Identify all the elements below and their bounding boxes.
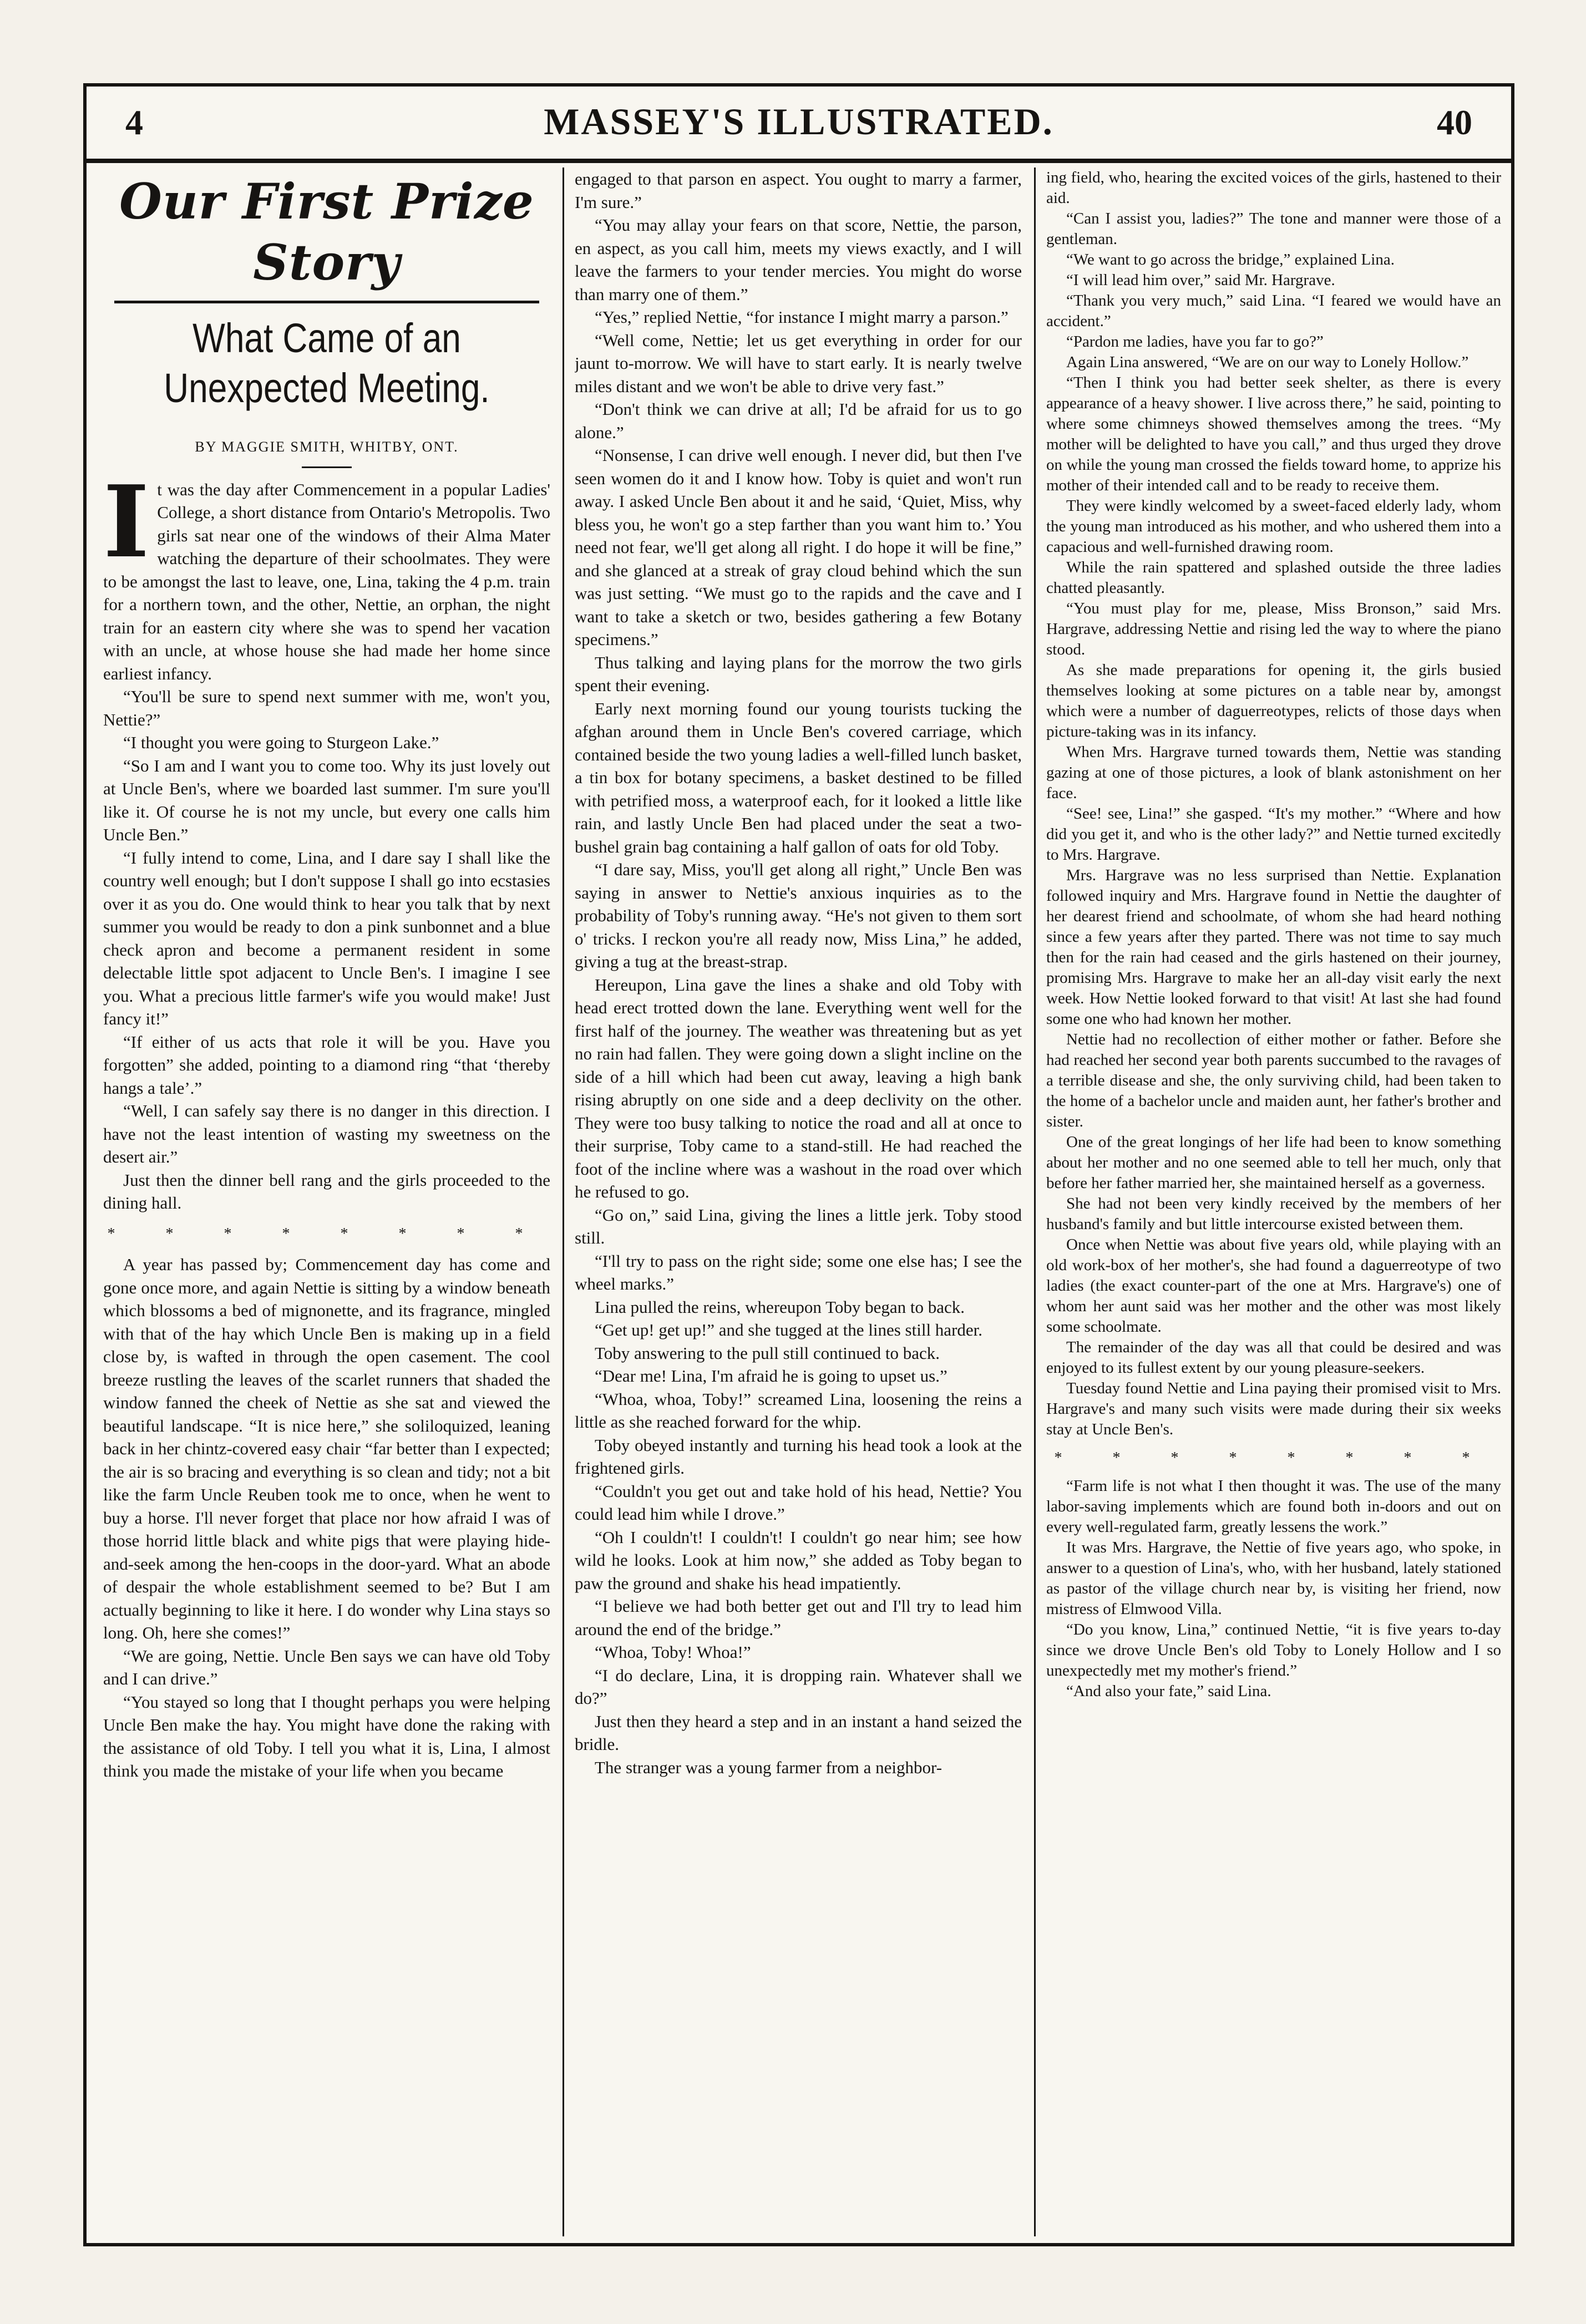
title-divider <box>114 301 539 303</box>
paragraph: One of the great longings of her life had been to know something about her mother and no one seemed able to tell her much, only that before her father married her, she maintained herself as a governess. <box>1046 1133 1501 1192</box>
paragraph: She had not been very kindly received by the members of her husband's family and but little intercourse existed between them. <box>1046 1195 1501 1233</box>
paragraph: While the rain spattered and splashed outside the three ladies chatted pleasantly. <box>1046 559 1501 597</box>
paragraph: Again Lina answered, “We are on our way to Lonely Hollow.” <box>1066 353 1469 371</box>
paragraph: “Don't think we can drive at all; I'd be afraid for us to go alone.” <box>575 399 1022 442</box>
paragraph: “I dare say, Miss, you'll get along all right,” Uncle Ben was saying in answer to Nettie's anxious inquiries as to the probability of Toby's running away. “He's not given to them sort o' tricks. I reckon you're all ready now, Miss Lina,” he added, giving a tug at the breast-strap. <box>575 860 1022 971</box>
article-columns <box>87 168 1511 2236</box>
paragraph: “Nonsense, I can drive well enough. I never did, but then I've seen women do it and I know how. Toby is quiet and won't run away. I asked Uncle Ben about it and he said, ‘Quiet, Miss, why bless you, he won't go a step farther than you want him to.’ You need not fear, we'll get along all right. I do hope it will be fine,” and she glanced at a streak of gray cloud behind which the sun was just setting. “We must go to the rapids and the cave and I want to take a sketch or two, besides gathering a few Botany specimens.” <box>575 445 1022 649</box>
paragraph: The remainder of the day was all that could be desired and was enjoyed to its fullest extent by our young pleasure-seekers. <box>1046 1338 1501 1377</box>
newspaper-page <box>83 83 1514 2246</box>
paragraph: “Thank you very much,” said Lina. “I feared we would have an accident.” <box>1046 292 1501 330</box>
paragraph: Lina pulled the reins, whereupon Toby began to back. <box>595 1297 965 1317</box>
paragraph: “So I am and I want you to come too. Why its just lovely out at Uncle Ben's, where we boarded last summer. I'm sure you'll like it. Of course he is not my uncle, but every one calls him Uncle Ben.” <box>103 755 550 844</box>
paragraph: “I thought you were going to Sturgeon Lake.” <box>123 733 439 752</box>
paragraph: Once when Nettie was about five years old, while playing with an old work-box of her mother's, she had found a daguerreotype of two ladies (the exact counter-part of the one at Mrs. Hargrave's) one of whom her aunt said was her mother and the other was most likely some schoolmate. <box>1046 1236 1501 1336</box>
paragraph: “I do declare, Lina, it is dropping rain. Whatever shall we do?” <box>575 1665 1022 1708</box>
paragraph: Nettie had no recollection of either mother or father. Before she had reached her second year both parents succumbed to the ravages of a terrible disease and she, the only surviving child, had been taken to the home of a bachelor uncle and maiden aunt, her father's brother and sister. <box>1046 1031 1501 1130</box>
paragraph: “I believe we had both better get out and I'll try to lead him around the end of the bridge.” <box>575 1596 1022 1639</box>
column-1 <box>103 168 550 2236</box>
section-break: * * * * * * * * <box>1054 1449 1493 1467</box>
paragraph: “And also your fate,” said Lina. <box>1066 1682 1271 1700</box>
paragraph: “We want to go across the bridge,” explained Lina. <box>1066 251 1395 268</box>
paragraph: “You'll be sure to spend next summer with me, won't you, Nettie?” <box>103 687 550 729</box>
paragraph: “I will lead him over,” said Mr. Hargrave. <box>1066 271 1335 289</box>
paragraph: “If either of us acts that role it will be you. Have you forgotten” she added, pointing to a diamond ring “that ‘thereby hangs a tale’.” <box>103 1032 550 1098</box>
paragraph: “See! see, Lina!” she gasped. “It's my mother.” “Where and how did you get it, and who is the other lady?” and Nettie turned excitedly to Mrs. Hargrave. <box>1046 805 1501 864</box>
paragraph: When Mrs. Hargrave turned towards them, Nettie was standing gazing at one of those pictures, a look of blank astonishment on her face. <box>1046 743 1501 802</box>
paragraph: The stranger was a young farmer from a neighbor- <box>595 1757 943 1777</box>
paragraph: “I fully intend to come, Lina, and I dare say I shall like the country well enough; but I don't suppose I shall go into ecstasies over it as you do. One would think to hear you talk that by next summer you would be ready to don a pink sunbonnet and a blue check apron and become a permanent resident in some delectable little spot adjacent to Uncle Ben's. I imagine I see you. What a precious little farmer's wife you would make! Just fancy it!” <box>103 848 550 1028</box>
paragraph: engaged to that parson en aspect. You ought to marry a farmer, I'm sure.” <box>575 169 1022 212</box>
paragraph: ing field, who, hearing the excited voices of the girls, hastened to their aid. <box>1046 169 1501 207</box>
page-number-right: 40 <box>1437 103 1472 142</box>
publication-title: MASSEY'S ILLUSTRATED. <box>544 100 1054 143</box>
paragraph: “Then I think you had better seek shelter, as there is every appearance of a heavy shower. I live across there,” he said, pointing to where some chimneys showed themselves among the trees. “My mother will be delighted to have you call,” and thus urged they drove on while the young man crossed the fields toward home, to apprize his mother of their intended call and to be ready to receive them. <box>1046 374 1501 494</box>
column-divider <box>1034 168 1036 2236</box>
byline-divider <box>302 466 352 468</box>
paragraph: Hereupon, Lina gave the lines a shake and old Toby with head erect trotted down the lane. Everything went well for the first half of the journey. The weather was threatening but as yet no rain had fallen. They were going down a slight incline on the side of a hill which had been cut away, leaving a high bank rising abruptly on one side and a deep declivity on the other. They were too busy talking to notice the road and all at once to their surprise, Toby came to a stand-still. He had reached the foot of the incline where was a washout in the road over which he refused to go. <box>575 975 1022 1201</box>
paragraph: Just then the dinner bell rang and the girls proceeded to the dining hall. <box>103 1170 550 1212</box>
paragraph: “Can I assist you, ladies?” The tone and manner were those of a gentleman. <box>1046 210 1501 248</box>
paragraph: “You stayed so long that I thought perhaps you were helping Uncle Ben make the hay. You might have done the raking with the assistance of old Toby. I tell you what it is, Lina, I almost think you made the mistake of your life when you became <box>103 1692 550 1780</box>
page-header <box>87 87 1511 163</box>
paragraph: “You may allay your fears on that score, Nettie, the parson, en aspect, as you call him, meets my views exactly, and I will leave the farmers to your tender mercies. You might do worse than marry one of them.” <box>575 215 1022 304</box>
paragraph: They were kindly welcomed by a sweet-faced elderly lady, whom the young man introduced as his mother, and who ushered them into a capacious and well-furnished drawing room. <box>1046 497 1501 556</box>
byline: BY MAGGIE SMITH, WHITBY, ONT. <box>195 439 459 455</box>
paragraph: “Go on,” said Lina, giving the lines a little jerk. Toby stood still. <box>575 1205 1022 1247</box>
paragraph: “Do you know, Lina,” continued Nettie, “it is five years to-day since we drove Uncle Ben's old Toby to Lonely Hollow and I so unexpectedly met my mother's friend.” <box>1046 1621 1501 1679</box>
paragraph: A year has passed by; Commencement day has come and gone once more, and again Nettie is sitting by a window beneath which blossoms a bed of mignonette, and its fragrance, mingled with that of the hay which Uncle Ben is making up in a field close by, is wafted in through the open casement. The cool breeze rustling the leaves of the scarlet runners that shaded the window fanned the cheek of Nettie as she sat and viewed the beautiful landscape. “It is nice here,” she soliloquized, leaning back in her chintz-covered easy chair “far better than I expected; the air is so bracing and everything is so clean and tidy; not a bit like the farm Uncle Reuben took me to once, when he went to buy a horse. I'll never forget that place nor how afraid I was of those horrid little black and white pigs that were playing hide-and-seek among the hen-coops in the door-yard. What an abode of despair the whole establishment seemed to be? But I am actually beginning to like it here. I do wonder why Lina stays so long. Oh, here she comes!” <box>103 1255 550 1642</box>
paragraph: “Whoa, whoa, Toby!” screamed Lina, loosening the reins a little as she reached forward for the whip. <box>575 1389 1022 1432</box>
paragraph: “Dear me! Lina, I'm afraid he is going to upset us.” <box>595 1366 947 1386</box>
paragraph: Tuesday found Nettie and Lina paying their promised visit to Mrs. Hargrave's and many such visits were made during their six weeks stay at Uncle Ben's. <box>1046 1379 1501 1438</box>
column-3 <box>1046 168 1501 2236</box>
section-break: * * * * * * * * <box>107 1225 546 1242</box>
paragraph: “Farm life is not what I then thought it was. The use of the many labor-saving implements which are found both in-doors and out on every well-regulated farm, greatly lessens the work.” <box>1046 1477 1501 1536</box>
paragraph: Toby obeyed instantly and turning his head took a look at the frightened girls. <box>575 1435 1022 1478</box>
paragraph: “Oh I couldn't! I couldn't! I couldn't go near him; see how wild he looks. Look at him now,” she added as Toby began to paw the ground and shake his head impatiently. <box>575 1527 1022 1593</box>
paragraph: Thus talking and laying plans for the morrow the two girls spent their evening. <box>575 652 1022 695</box>
paragraph: “Couldn't you get out and take hold of his head, Nettie? You could lead him while I drove.” <box>575 1481 1022 1524</box>
paragraph: “Whoa, Toby! Whoa!” <box>595 1642 751 1662</box>
paragraph: “We are going, Nettie. Uncle Ben says we can have old Toby and I can drive.” <box>103 1646 550 1688</box>
paragraph: “Well, I can safely say there is no danger in this direction. I have not the least intention of wasting my sweetness on the desert air.” <box>103 1101 550 1166</box>
paragraph: As she made preparations for opening it, the girls busied themselves looking at some pictures on a table near by, amongst which were a number of daguerreotypes, relicts of those days when picture-taking was in its infancy. <box>1046 661 1501 740</box>
section-title: Our First Prize Story <box>119 172 534 291</box>
story-title: What Came of an Unexpected Meeting. <box>164 315 490 411</box>
drop-cap: I <box>103 463 150 580</box>
paragraph: “You must play for me, please, Miss Bronson,” said Mrs. Hargrave, addressing Nettie and rising led the way to where the piano stood. <box>1046 600 1501 658</box>
paragraph: Early next morning found our young tourists tucking the afghan around them in Uncle Ben's covered carriage, which contained beside the two young ladies a well-filled lunch basket, a tin box for botany specimens, a basket destined to be filled with petrified moss, a waterproof each, for it looked a little like rain, and lastly Uncle Ben had placed under the seat a two-bushel grain bag containing a half gallon of oats for old Toby. <box>575 698 1022 856</box>
paragraph: “I'll try to pass on the right side; some one else has; I see the wheel marks.” <box>575 1251 1022 1293</box>
paragraph: Just then they heard a step and in an instant a hand seized the bridle. <box>575 1711 1022 1754</box>
paragraph: Mrs. Hargrave was no less surprised than Nettie. Explanation followed inquiry and Mrs. Hargrave found in Nettie the daughter of her dearest friend and schoolmate, of whom she had heard nothing since a few years after they parted. There was not time to say much then for the rain had ceased and the girls hastened on their journey, promising Mrs. Hargrave to make her an all-day visit early the next week. How Nettie looked forward to that visit! At last she had found some one who had known her mother. <box>1046 866 1501 1028</box>
paragraph: “Yes,” replied Nettie, “for instance I might marry a parson.” <box>595 307 1009 327</box>
paragraph: It was the day after Commencement in a popular Ladies' College, a short distance from Ontario's Metropolis. Two girls sat near one of the windows of their Alma Mater watching the departure of their schoolmates. They were to be amongst the last to leave, one, Lina, taking the 4 p.m. train for a northern town, and the other, Nettie, an orphan, the night train for an eastern city where she was to spend her vacation with an uncle, at whose house she had made her home since earliest infancy. <box>103 463 550 683</box>
paragraph: “Well come, Nettie; let us get everything in order for our jaunt to-morrow. We will have to start early. It is nearly twelve miles distant and we won't be able to drive very fast.” <box>575 330 1022 396</box>
column-divider <box>563 168 564 2236</box>
paragraph: It was Mrs. Hargrave, the Nettie of five years ago, who spoke, in answer to a question of Lina's, who, with her husband, lately stationed as pastor of the village church near by, is visiting her friend, now mistress of Elmwood Villa. <box>1046 1539 1501 1618</box>
column-2 <box>575 168 1022 2236</box>
paragraph: “Get up! get up!” and she tugged at the lines still harder. <box>595 1320 983 1339</box>
paragraph: “Pardon me ladies, have you far to go?” <box>1066 333 1324 351</box>
paragraph: Toby answering to the pull still continued to back. <box>595 1343 940 1363</box>
page-number-left: 4 <box>125 103 143 142</box>
